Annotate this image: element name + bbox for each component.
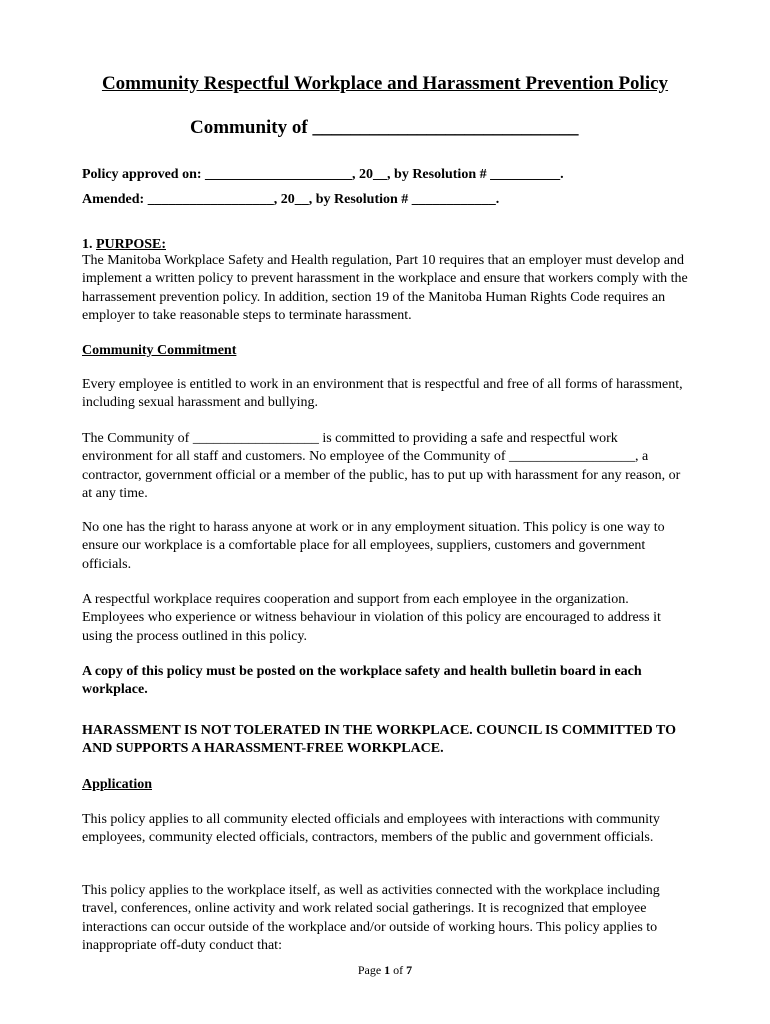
application-paragraph-2: This policy applies to the workplace itself, as well as activities connected with the workplace including travel, conferences, online activity and work related social gatherings. It is recognized that employee interactions can occur outside of the workplace and/or outside of working hours. This policy applies to inappropriate off-duty conduct that:	[82, 883, 660, 953]
page-total-number: 7	[406, 963, 413, 977]
commitment-paragraph-2: The Community of __________________ is committed to providing a safe and respectful work environment for all staff and customers. No employee of the Community of __________________, a contractor, government official or a member of the public, has to put up with harassment for any reason, or at any time.	[82, 431, 681, 501]
harassment-not-tolerated-notice: HARASSMENT IS NOT TOLERATED IN THE WORKPLACE. COUNCIL IS COMMITTED TO AND SUPPORTS A HARASSMENT-FREE WORKPLACE.	[82, 723, 676, 757]
page-label: Page	[357, 963, 382, 977]
commitment-paragraph-1: Every employee is entitled to work in an environment that is respectful and free of all forms of harassment, including sexual harassment and bullying.	[82, 377, 683, 411]
commitment-paragraph-3: No one has the right to harass anyone at work or in any employment situation. This policy is one way to ensure our workplace is a comfortable place for all employees, suppliers, customers and government officials.	[82, 520, 665, 572]
application-heading: Application	[82, 777, 153, 792]
application-paragraph-1: This policy applies to all community elected officials and employees with interactions with community employees, community elected officials, contractors, members of the public and government officials.	[82, 812, 660, 846]
policy-approved-line: Policy approved on: _____________________, 20__, by Resolution # __________.	[82, 167, 564, 182]
community-name-line: Community of ____________________________	[190, 117, 579, 138]
purpose-number: 1.	[82, 237, 93, 252]
policy-amended-line: Amended: __________________, 20__, by Resolution # ____________.	[82, 192, 500, 207]
purpose-heading: PURPOSE:	[96, 237, 166, 252]
commitment-paragraph-4: A respectful workplace requires cooperation and support from each employee in the organization. Employees who experience or witness behaviour in violation of this policy are encouraged to address it using the process outlined in this policy.	[82, 592, 661, 644]
page-current-number: 1	[384, 963, 391, 977]
posting-notice: A copy of this policy must be posted on the workplace safety and health bulletin board in each workplace.	[82, 664, 642, 698]
community-commitment-heading: Community Commitment	[82, 343, 237, 358]
purpose-paragraph: The Manitoba Workplace Safety and Health regulation, Part 10 requires that an employer must develop and implement a written policy to prevent harassment in the workplace and ensure that workers comply with the harrassement prevention policy. In addition, section 19 of the Manitoba Human Rights Code requires an employer to take reasonable steps to terminate harassment.	[82, 253, 688, 323]
page-footer	[0, 962, 770, 978]
document-title: Community Respectful Workplace and Harassment Prevention Policy	[101, 73, 669, 94]
page-of-label: of	[393, 963, 404, 977]
